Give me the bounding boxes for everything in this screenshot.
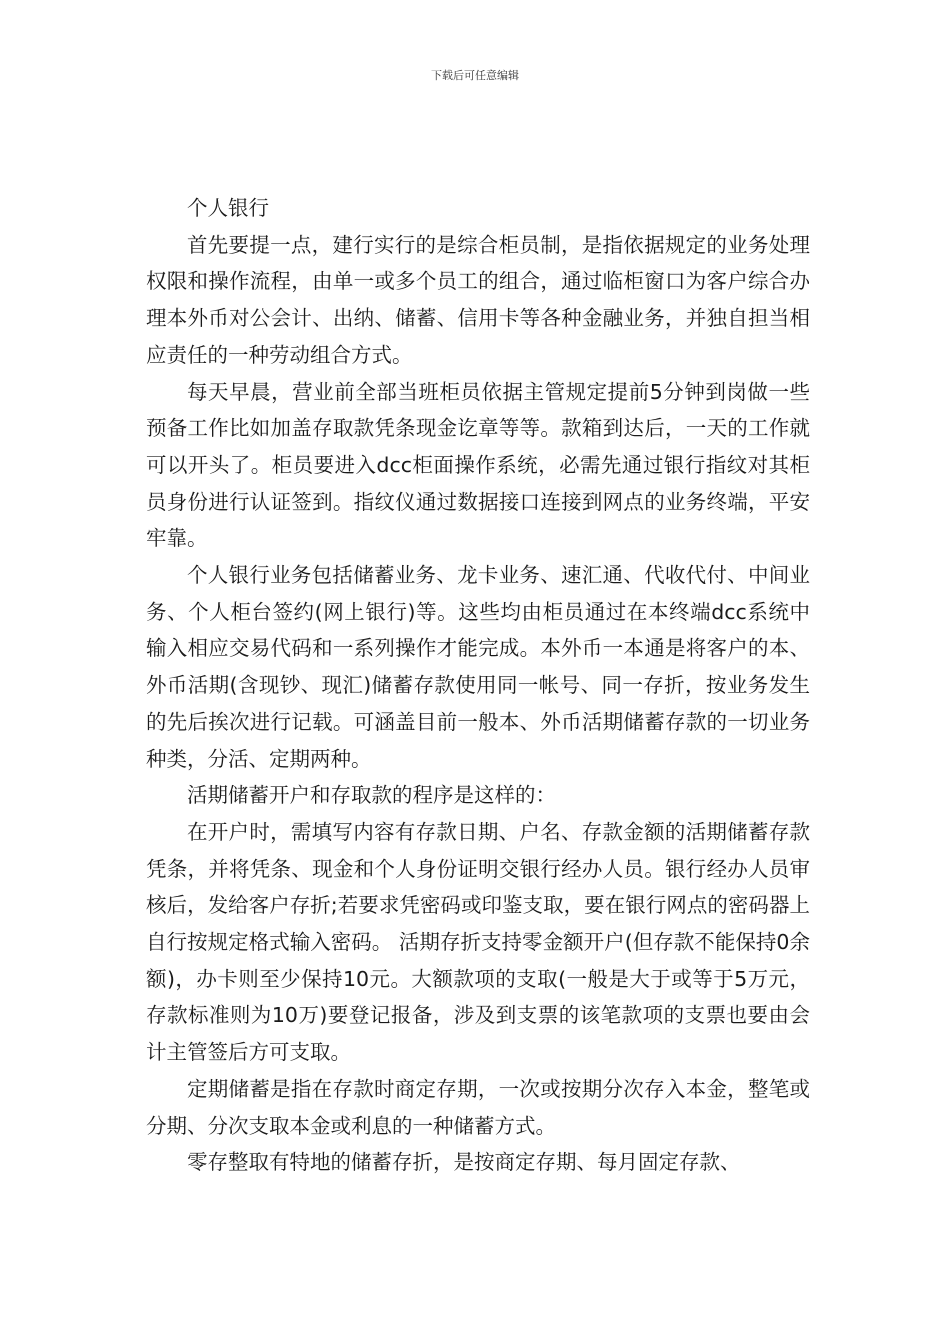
section-title: 个人银行 <box>187 196 269 220</box>
paragraph: 定期储蓄是指在存款时商定存期，一次或按期分次存入本金，整笔或分期、分次支取本金或利息的一种储蓄方式。 <box>146 1076 810 1138</box>
paragraph: 零存整取有特地的储蓄存折，是按商定存期、每月固定存款、 <box>187 1150 741 1175</box>
paragraph: 在开户时，需填写内容有存款日期、户名、存款金额的活期储蓄存款凭条，并将凭条、现金和个人身份证明交银行经办人员。银行经办人员审核后，发给客户存折;若要求凭密码或印鉴支取，要在银行网点的密码器上自行按规定格式输入密码。 活期存折支持零金额开户(但存款不能保持0余额)，办卡则至少保持10元。大额款项的支取(一般是大于或等于5万元，存款标准则为10万)要登记报备，涉及到支票的该笔款项的支票也要由会计主管签后方可支取。 <box>146 819 810 1065</box>
paragraph: 活期储蓄开户和存取款的程序是这样的： <box>187 783 556 808</box>
paragraph: 每天早晨，营业前全部当班柜员依据主管规定提前5分钟到岗做一些预备工作比如加盖存取款凭条现金讫章等等。款箱到达后，一天的工作就可以开头了。柜员要进入dcc柜面操作系统，必需先通过银行指纹对其柜员身份进行认证签到。指纹仪通过数据接口连接到网点的业务终端，平安牢靠。 <box>146 379 810 551</box>
paragraph: 首先要提一点，建行实行的是综合柜员制，是指依据规定的业务处理权限和操作流程，由单一或多个员工的组合，通过临柜窗口为客户综合办理本外币对公会计、出纳、储蓄、信用卡等各种金融业务，并独自担当相应责任的一种劳动组合方式。 <box>146 232 810 367</box>
document-body <box>146 190 810 1181</box>
page-header: 下载后可任意编辑 <box>431 69 519 82</box>
paragraph: 个人银行业务包括储蓄业务、龙卡业务、速汇通、代收代付、中间业务、个人柜台签约(网上银行)等。这些均由柜员通过在本终端dcc系统中输入相应交易代码和一系列操作才能完成。本外币一本通是将客户的本、外币活期(含现钞、现汇)储蓄存款使用同一帐号、同一存折，按业务发生的先后挨次进行记载。可涵盖目前一般本、外币活期储蓄存款的一切业务种类，分活、定期两种。 <box>146 563 810 771</box>
